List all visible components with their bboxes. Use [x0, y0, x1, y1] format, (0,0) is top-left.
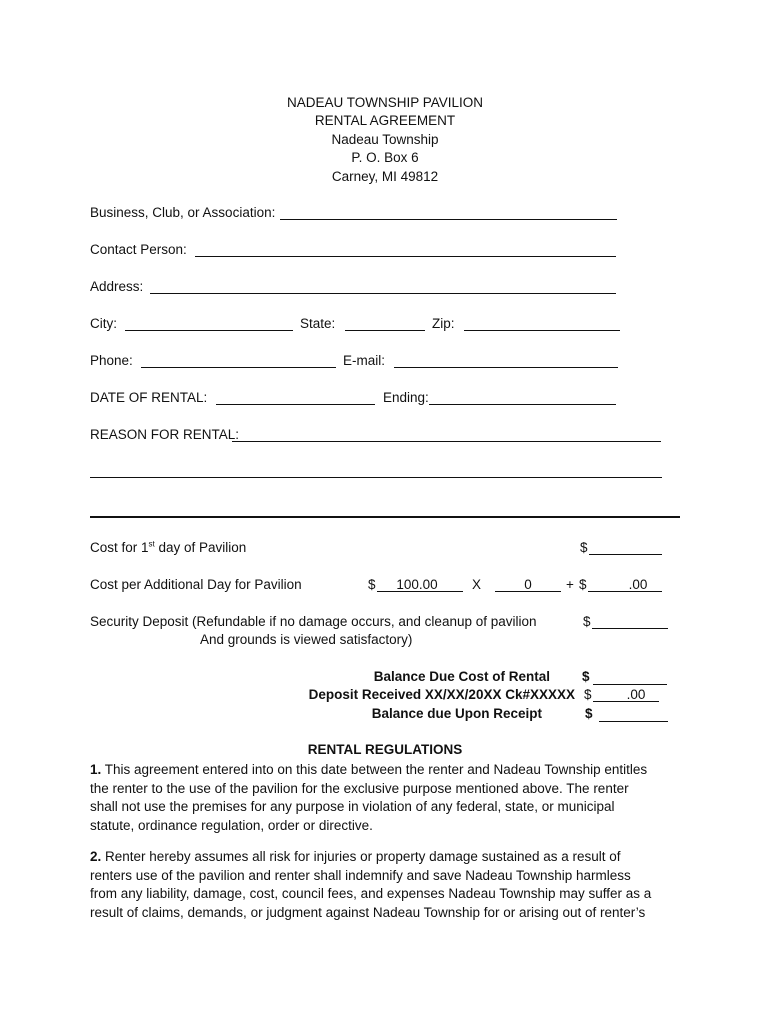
- deposit-received-label: Deposit Received XX/XX/20XX Ck#XXXXX: [308, 687, 575, 702]
- balance-due-field[interactable]: [593, 684, 667, 685]
- regulation-2-number: 2.: [90, 849, 102, 864]
- state-label: State:: [300, 316, 336, 331]
- state-field[interactable]: [345, 330, 425, 331]
- security-deposit-dollar: $: [583, 614, 591, 629]
- zip-field[interactable]: [464, 330, 620, 331]
- ending-field[interactable]: [429, 404, 616, 405]
- balance-receipt-label: Balance due Upon Receipt: [371, 706, 542, 721]
- additional-rate-value: 100.00: [396, 577, 438, 592]
- org-name: Nadeau Township: [331, 132, 439, 147]
- form-subtitle: RENTAL AGREEMENT: [314, 113, 456, 128]
- email-field[interactable]: [394, 367, 618, 368]
- balance-due-dollar: $: [582, 669, 590, 684]
- balance-due-label: Balance Due Cost of Rental: [373, 669, 550, 684]
- reason-field-continued[interactable]: [90, 477, 662, 478]
- first-day-cost-field[interactable]: [589, 554, 662, 555]
- security-deposit-label: Security Deposit (Refundable if no damage occurs, and cleanup of pavilion: [90, 614, 537, 629]
- phone-field[interactable]: [141, 367, 336, 368]
- regulation-1: 1. This agreement entered into on this date between the renter and Nadeau Township entitles the renter to the use of the pavilion for the exclusive purpose mentioned above. The renter shall not use the premises for any purpose in violation of any federal, state, or municipal statute, ordinance regulation, order or directive.: [90, 762, 648, 833]
- form-title: NADEAU TOWNSHIP PAVILION: [286, 95, 484, 110]
- po-box: P. O. Box 6: [351, 150, 419, 165]
- email-label: E-mail:: [343, 353, 386, 368]
- additional-day-label: Cost per Additional Day for Pavilion: [90, 577, 302, 592]
- city-field[interactable]: [125, 330, 293, 331]
- additional-rate-dollar: $: [368, 577, 376, 592]
- zip-label: Zip:: [432, 316, 455, 331]
- regulation-2: 2. Renter hereby assumes all risk for injuries or property damage sustained as a result of renters use of the pavilion and renter shall indemnify and save Nadeau Township harmless from any liability, damage, cost, council fees, and expenses Nadeau Township may suffer as a result of claims, demands, or judgment against Nadeau Township for or arising out of renter’s: [90, 849, 652, 920]
- phone-label: Phone:: [90, 353, 133, 368]
- deposit-received-dollar: $: [584, 687, 592, 702]
- security-deposit-note: And grounds is viewed satisfactory): [200, 632, 413, 647]
- reason-label: REASON FOR RENTAL:: [90, 427, 240, 442]
- city-state-zip: Carney, MI 49812: [331, 169, 439, 184]
- date-of-rental-field[interactable]: [216, 404, 375, 405]
- section-divider: [90, 516, 680, 518]
- business-field[interactable]: [280, 219, 617, 220]
- reason-field[interactable]: [232, 441, 661, 442]
- ending-label: Ending:: [383, 390, 429, 405]
- city-label: City:: [90, 316, 117, 331]
- deposit-received-value: .00: [626, 687, 646, 702]
- regulations-heading: RENTAL REGULATIONS: [307, 742, 463, 757]
- regulation-1-number: 1.: [90, 762, 102, 777]
- balance-receipt-field[interactable]: [599, 721, 668, 722]
- address-label: Address:: [90, 279, 144, 294]
- additional-total-value: .00: [628, 577, 648, 592]
- date-of-rental-label: DATE OF RENTAL:: [90, 390, 208, 405]
- business-label: Business, Club, or Association:: [90, 205, 276, 220]
- times-symbol: X: [472, 577, 482, 592]
- security-deposit-field[interactable]: [592, 628, 668, 629]
- plus-symbol: +: [566, 577, 574, 592]
- balance-receipt-dollar: $: [585, 706, 593, 721]
- address-field[interactable]: [150, 293, 616, 294]
- first-day-dollar: $: [580, 540, 588, 555]
- contact-label: Contact Person:: [90, 242, 187, 257]
- first-day-cost-label: Cost for 1st day of Pavilion: [90, 539, 247, 555]
- additional-total-dollar: $: [579, 577, 587, 592]
- additional-qty-value: 0: [524, 577, 532, 592]
- contact-field[interactable]: [195, 256, 616, 257]
